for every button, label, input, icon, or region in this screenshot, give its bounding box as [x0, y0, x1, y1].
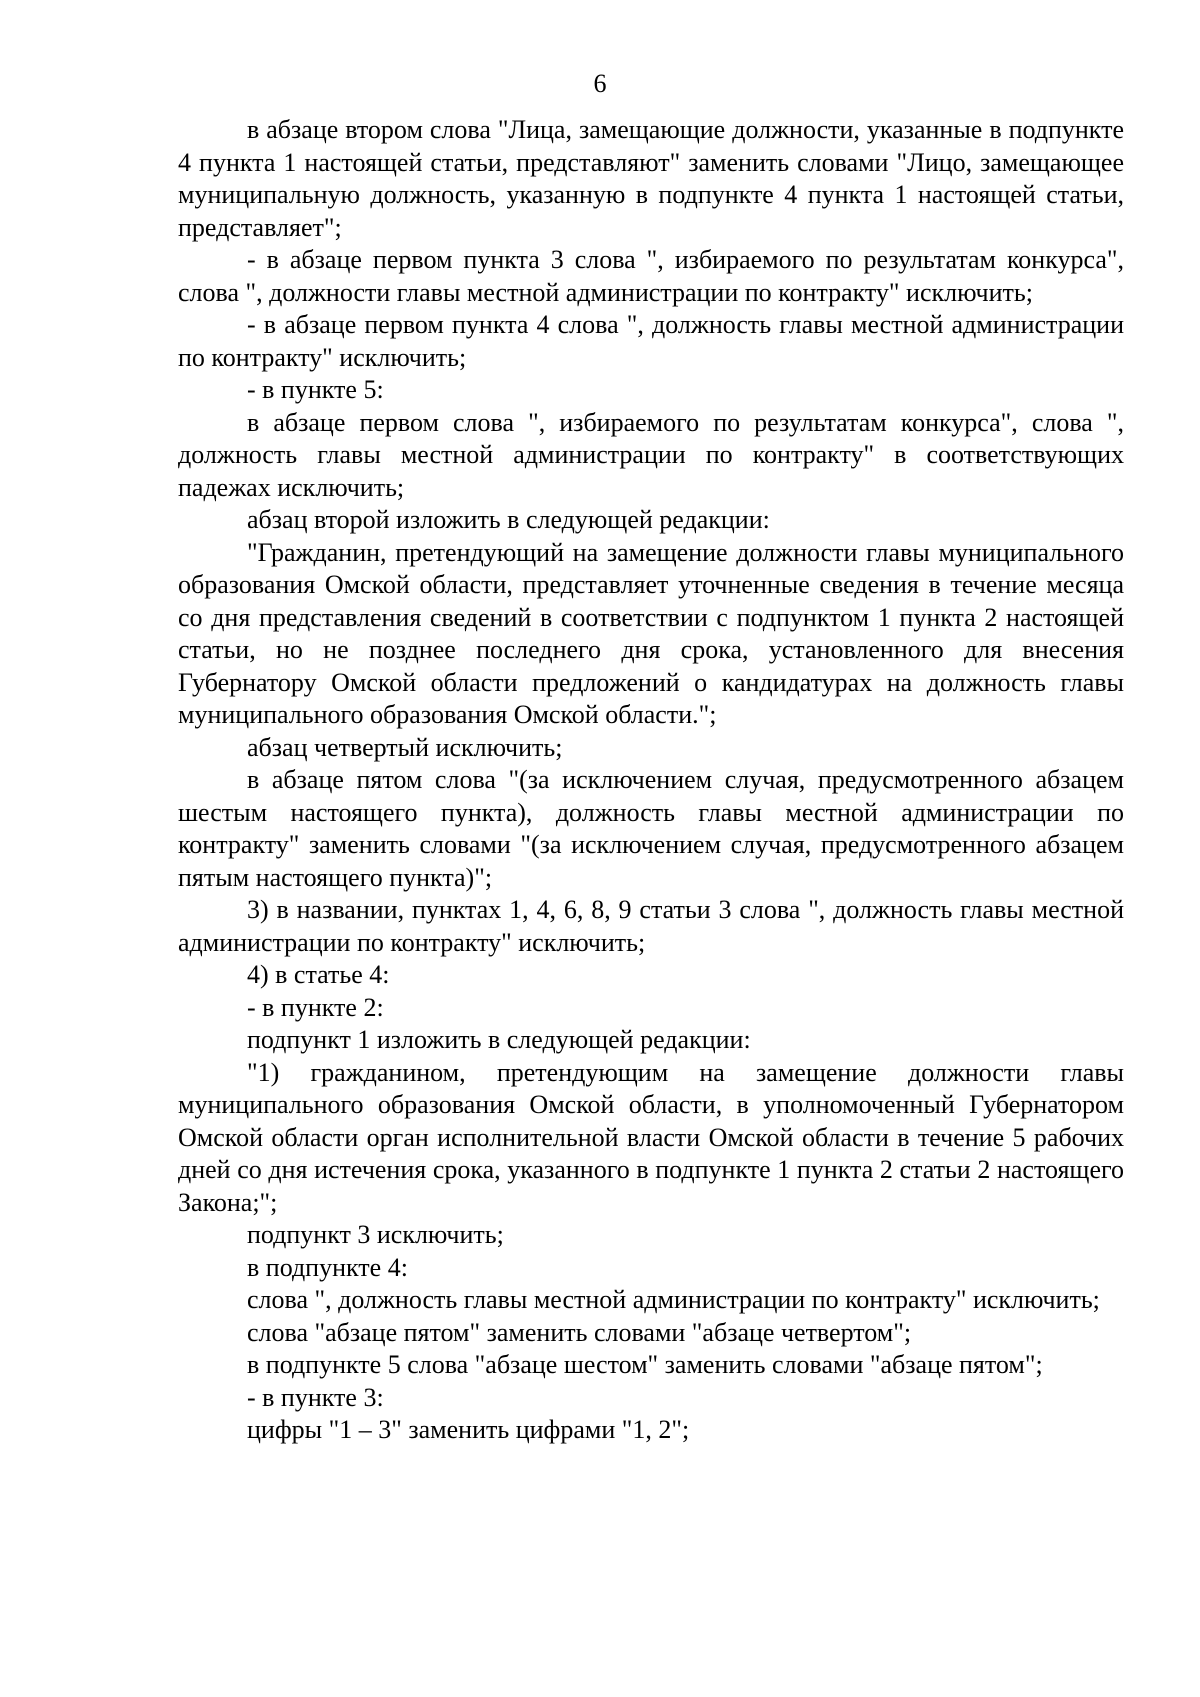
- paragraph: абзац второй изложить в следующей редакции:: [247, 505, 770, 534]
- document-body: [178, 114, 1124, 1447]
- paragraph: цифры "1 – 3" заменить цифрами "1, 2";: [247, 1415, 690, 1444]
- paragraph: абзац четвертый исключить;: [247, 732, 563, 762]
- paragraph: в подпункте 4:: [247, 1252, 408, 1282]
- paragraph: "Гражданин, претендующий на замещение должности главы муниципального образования Омской области, представляет уточненные сведения в течение месяца со дня представления сведений в соответствии с подпунктом 1 пункта 2 настоящей статьи, но не позднее последнего дня срока, установленного для внесения Губернатору Омской области предложений о кандидатурах на должность главы муниципального образования Омской области.";: [178, 537, 1124, 729]
- paragraph: 4) в статье 4:: [247, 960, 390, 989]
- paragraph: слова "абзаце пятом" заменить словами "абзаце четвертом";: [247, 1317, 912, 1347]
- paragraph: в абзаце пятом слова "(за исключением случая, предусмотренного абзацем шестым настоящего пункта), должность главы местной администрации по контракту" заменить словами "(за исключением случая, предусмотренного абзацем пятым настоящего пункта)";: [178, 765, 1124, 892]
- paragraph: - в пункте 5:: [247, 375, 384, 404]
- paragraph: в подпункте 5 слова "абзаце шестом" заменить словами "абзаце пятом";: [247, 1350, 1043, 1379]
- paragraph: в абзаце втором слова "Лица, замещающие должности, указанные в подпункте 4 пункта 1 настоящей статьи, представляют" заменить словами "Лицо, замещающее муниципальную должность, указанную в подпункте 4 пункта 1 настоящей статьи, представляет";: [178, 115, 1124, 242]
- paragraph: подпункт 1 изложить в следующей редакции:: [247, 1025, 751, 1054]
- paragraph: - в пункте 2:: [247, 992, 384, 1022]
- paragraph: - в абзаце первом пункта 4 слова ", должность главы местной администрации по контракту" исключить;: [178, 310, 1124, 372]
- paragraph: - в пункте 3:: [247, 1382, 384, 1412]
- paragraph: подпункт 3 исключить;: [247, 1220, 504, 1249]
- paragraph: 3) в названии, пунктах 1, 4, 6, 8, 9 статьи 3 слова ", должность главы местной администрации по контракту" исключить;: [178, 895, 1124, 957]
- paragraph: в абзаце первом слова ", избираемого по результатам конкурса", слова ", должность главы местной администрации по контракту" в соответствующих падежах исключить;: [178, 407, 1124, 502]
- paragraph: - в абзаце первом пункта 3 слова ", избираемого по результатам конкурса", слова ", должности главы местной администрации по контракту" исключить;: [178, 245, 1124, 307]
- paragraph: "1) гражданином, претендующим на замещение должности главы муниципального образования Омской области, в уполномоченный Губернатором Омской области орган исполнительной власти Омской области в течение 5 рабочих дней со дня истечения срока, указанного в подпункте 1 пункта 2 статьи 2 настоящего Закона;";: [178, 1057, 1124, 1217]
- paragraph: слова ", должность главы местной администрации по контракту" исключить;: [247, 1285, 1100, 1314]
- page-number: 6: [593, 69, 607, 98]
